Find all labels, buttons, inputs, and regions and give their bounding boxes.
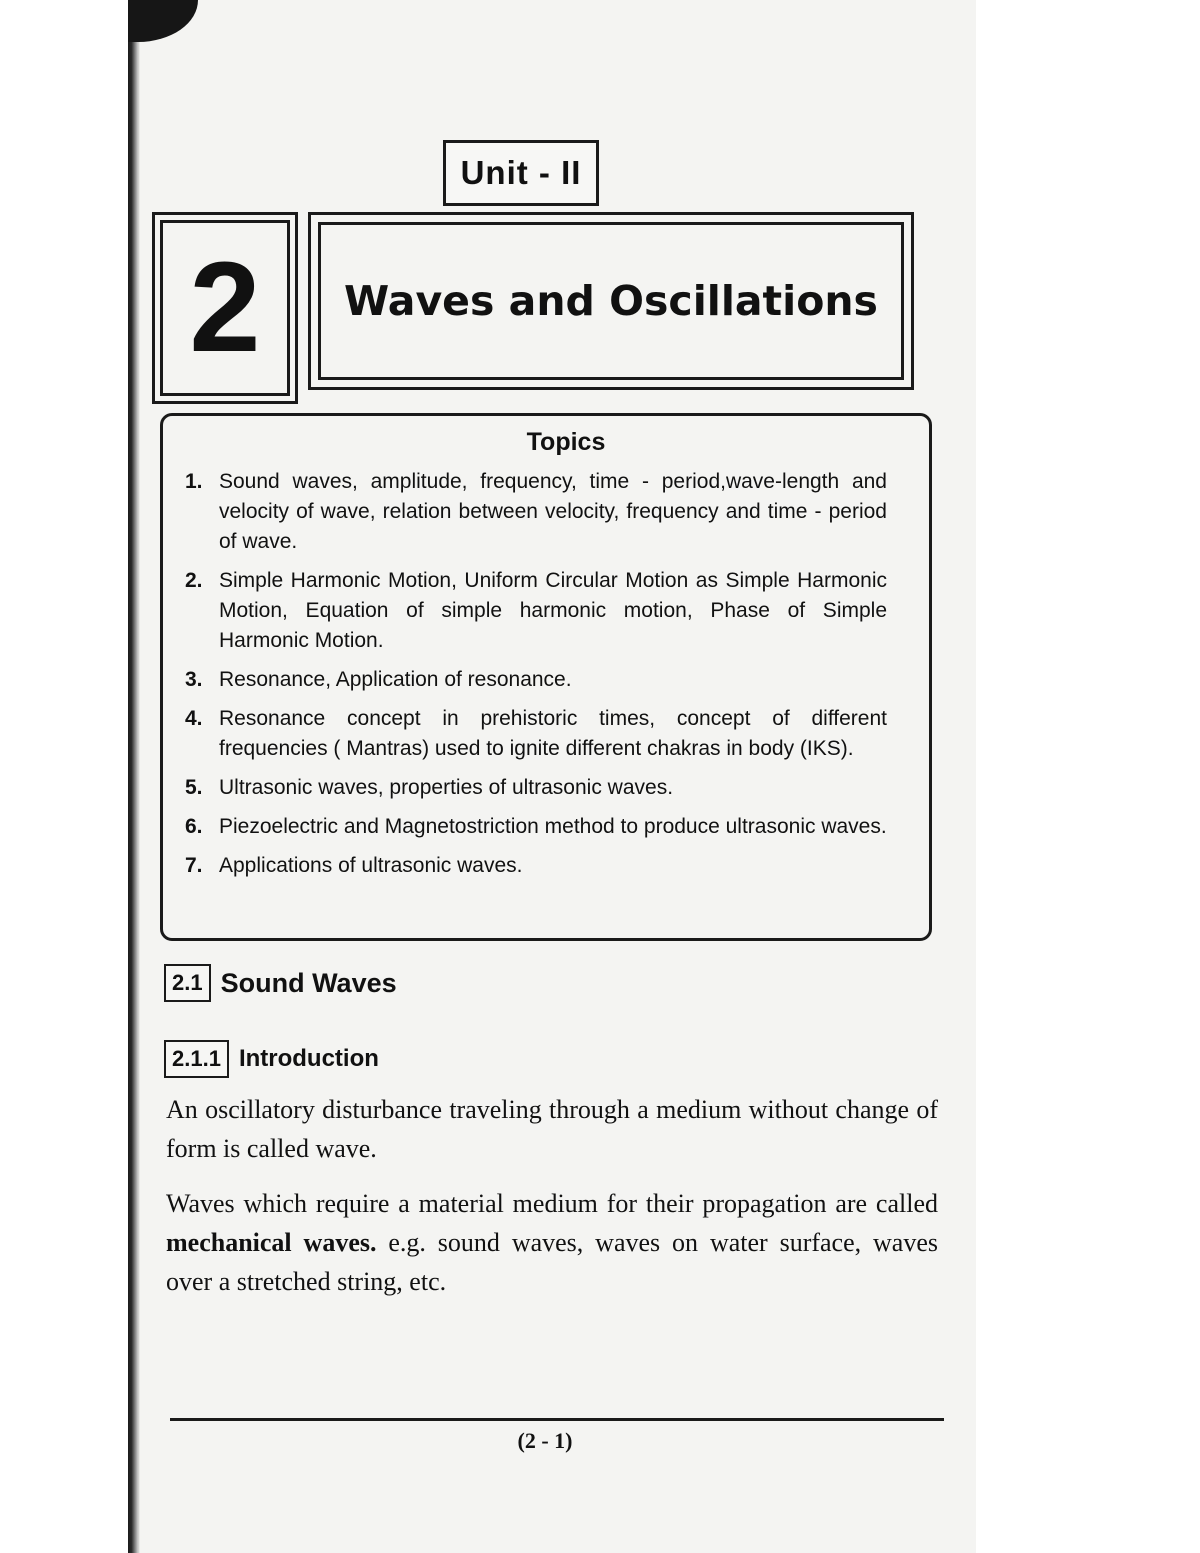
topic-text: Resonance concept in prehistoric times, concept of different frequencies ( Mantras) used to ignite different chakras in body (IKS). (219, 707, 887, 760)
section-title: Sound Waves (220, 967, 397, 998)
topic-item (185, 773, 887, 803)
topic-number: 7. (185, 854, 203, 877)
topic-text: Ultrasonic waves, properties of ultrasonic waves. (219, 776, 674, 799)
topic-item (185, 467, 887, 557)
topic-number: 1. (185, 470, 203, 493)
section-heading-introduction (164, 1040, 379, 1078)
topic-number: 3. (185, 668, 203, 691)
topics-list (185, 467, 887, 881)
topics-heading: Topics (526, 428, 606, 456)
chapter-title: Waves and Oscillations (318, 222, 904, 380)
topic-number: 6. (185, 815, 203, 838)
unit-label: Unit - II (443, 140, 599, 206)
topic-text: Simple Harmonic Motion, Uniform Circular Motion as Simple Harmonic Motion, Equation of simple harmonic motion, Phase of Simple Harmonic Motion. (219, 569, 887, 652)
topic-text: Resonance, Application of resonance. (219, 668, 572, 691)
paragraph-text: Waves which require a material medium for their propagation are called (166, 1189, 938, 1218)
topic-text: Sound waves, amplitude, frequency, time - period,wave-length and velocity of wave, relation between velocity, frequency and time - period of wave. (219, 470, 887, 553)
paragraph-text: e.g. sound waves, waves on water surface, waves over a stretched string, etc. (166, 1228, 938, 1296)
topic-text: Applications of ultrasonic waves. (219, 854, 523, 877)
topic-item (185, 851, 887, 881)
section-title: Introduction (238, 1045, 379, 1072)
paragraph-mechanical-waves (166, 1184, 938, 1301)
chapter-number: 2 (160, 220, 290, 396)
topic-item (185, 812, 887, 842)
topic-number: 5. (185, 776, 203, 799)
paragraph-bold-term: mechanical waves. (166, 1228, 377, 1257)
topic-number: 2. (185, 569, 203, 592)
section-heading-sound-waves (164, 964, 397, 1002)
chapter-title-box (308, 212, 914, 390)
page-number: (2 - 1) (517, 1428, 573, 1453)
footer-rule (170, 1418, 944, 1421)
topic-item (185, 704, 887, 764)
topic-item (185, 665, 887, 695)
section-number: 2.1 (164, 964, 211, 1002)
paragraph-wave-definition: An oscillatory disturbance traveling through a medium without change of form is called wave. (166, 1095, 938, 1163)
section-number: 2.1.1 (164, 1040, 229, 1078)
page-edge-shadow (128, 0, 140, 1553)
topic-number: 4. (185, 707, 203, 730)
chapter-number-box (152, 212, 298, 404)
topic-text: Piezoelectric and Magnetostriction method to produce ultrasonic waves. (219, 815, 887, 838)
topics-box (160, 413, 932, 941)
binding-margin (0, 0, 128, 1553)
topic-item (185, 566, 887, 656)
